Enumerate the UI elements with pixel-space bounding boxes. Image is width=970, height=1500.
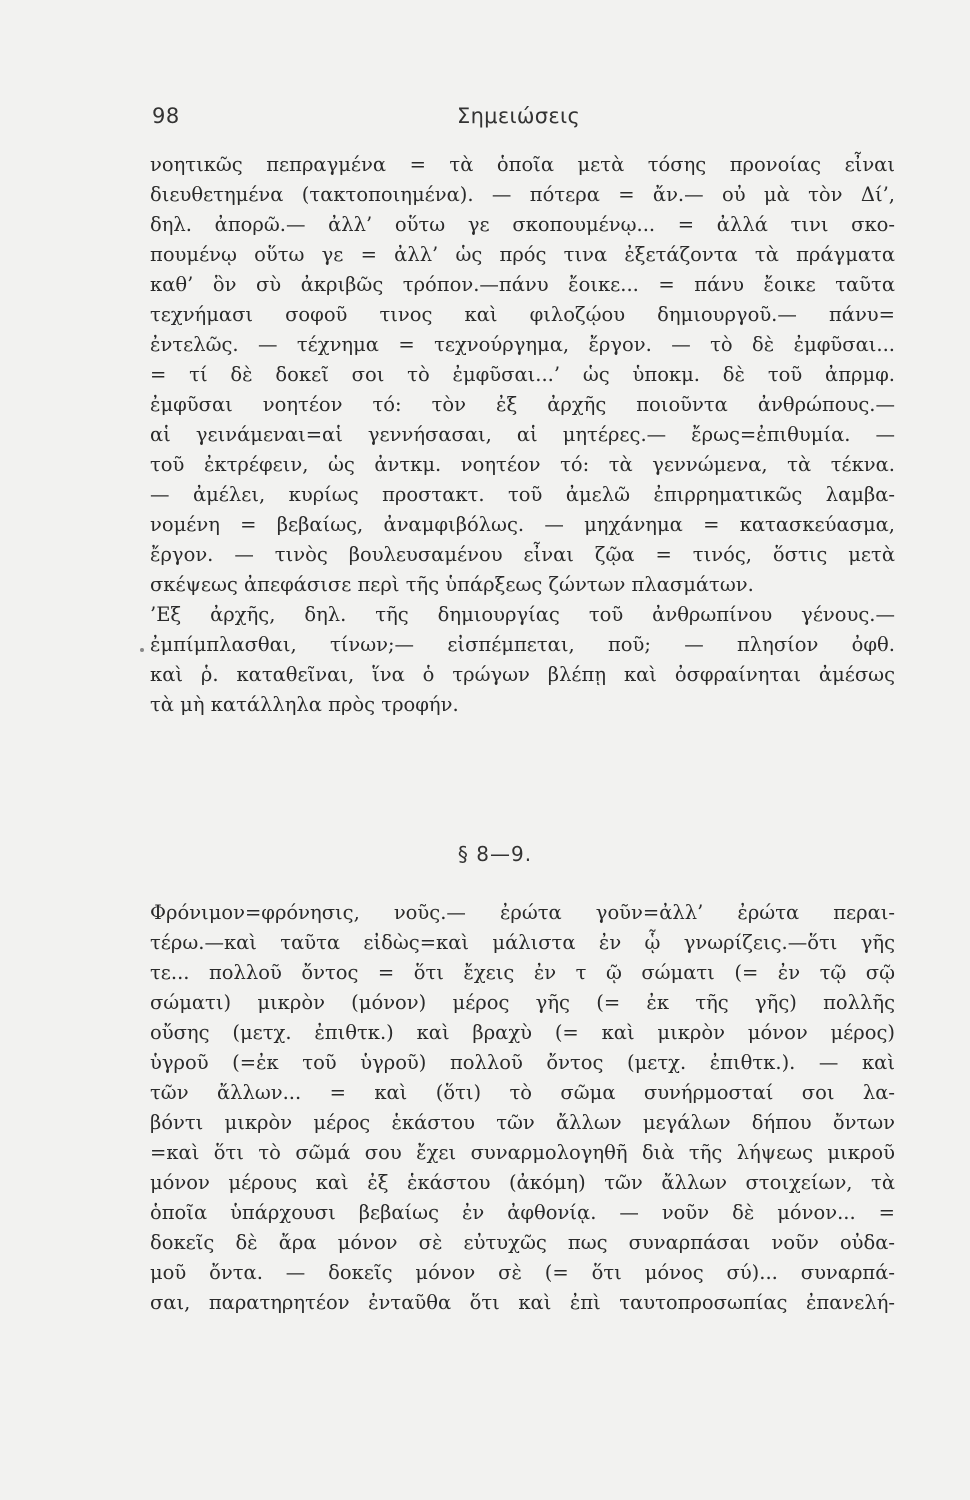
text-line: δοκεῖς δὲ ἄρα μόνον σὲ εὐτυχῶς πως συναρπάσαι νοῦν οὐδα-	[150, 1231, 895, 1254]
text-line: δηλ. ἀπορῶ.— ἀλλ’ οὕτω γε σκοπουμένῳ... = ἀλλά τινι σκο-	[150, 213, 895, 236]
text-line: Φρόνιμον=φρόνησις, νοῦς.— ἐρώτα γοῦν=ἀλλ’ ἐρώτα περαι-	[150, 901, 895, 924]
text-line: πουμένῳ οὕτω γε = ἀλλ’ ὡς πρός τινα ἐξετάζοντα τὰ πράγματα	[150, 243, 895, 266]
text-line: οὔσης (μετχ. ἐπιθτκ.) καὶ βραχὺ (= καὶ μικρὸν μόνον μέρος)	[150, 1021, 895, 1044]
text-line: — ἀμέλει, κυρίως προστακτ. τοῦ ἀμελῶ ἐπιρρηματικῶς λαμβα-	[150, 483, 895, 506]
text-line: ὁποῖα ὑπάρχουσι βεβαίως ἐν ἀφθονίᾳ. — νοῦν δὲ μόνον... =	[150, 1201, 895, 1224]
text-line: ἐμφῦσαι νοητέον τό: τὸν ἐξ ἀρχῆς ποιοῦντα ἀνθρώπους.—	[150, 393, 895, 416]
section-heading	[0, 842, 970, 866]
text-line: μοῦ ὄντα. — δοκεῖς μόνον σὲ (= ὅτι μόνος σύ)... συναρπά-	[150, 1261, 895, 1284]
text-line: =καὶ ὅτι τὸ σῶμά σου ἔχει συναρμολογηθῆ διὰ τῆς λήψεως μικροῦ	[150, 1141, 895, 1164]
text-line: νοητικῶς πεπραγμένα = τὰ ὁποῖα μετὰ τόσης προνοίας εἶναι	[150, 153, 895, 176]
text-line: ὑγροῦ (=ἐκ τοῦ ὑγροῦ) πολλοῦ ὄντος (μετχ. ἐπιθτκ.). — καὶ	[150, 1051, 895, 1074]
text-line: σώματι) μικρὸν (μόνον) μέρος γῆς (= ἐκ τῆς γῆς) πολλῆς	[150, 991, 895, 1014]
text-line: σκέψεως ἀπεφάσισε περὶ τῆς ὑπάρξεως ζώντων πλασμάτων.	[150, 573, 754, 596]
section-mark-text: § 8—9.	[457, 842, 533, 866]
text-line: ’Εξ ἀρχῆς, δηλ. τῆς δημιουργίας τοῦ ἀνθρωπίνου γένους.—	[150, 603, 895, 626]
page-number: 98	[152, 104, 180, 128]
text-line: = τί δὲ δοκεῖ σοι τὸ ἐμφῦσαι...’ ὡς ὑποκμ. δὲ τοῦ ἀπρμφ.	[150, 363, 895, 386]
text-line: ἔργον. — τινὸς βουλευσαμένου εἶναι ζῷα = τινός, ὅστις μετὰ	[150, 543, 895, 566]
text-line: διευθετημένα (τακτοποιημένα). — πότερα = ἄν.— οὐ μὰ τὸν Δί’,	[150, 183, 895, 206]
text-line: καθ’ ὃν σὺ ἀκριβῶς τρόπον.—πάνυ ἔοικε... = πάνυ ἔοικε ταῦτα	[150, 273, 895, 296]
text-line: τεχνήμασι σοφοῦ τινος καὶ φιλοζῴου δημιουργοῦ.— πάνυ=	[150, 303, 895, 326]
text-line: βόντι μικρὸν μέρος ἑκάστου τῶν ἄλλων μεγάλων δήπου ὄντων	[150, 1111, 895, 1134]
text-line: καὶ ῥ. καταθεῖναι, ἵνα ὁ τρώγων βλέπῃ καὶ ὀσφραίνηται ἀμέσως	[150, 663, 895, 686]
text-line: σαι, παρατηρητέον ἐνταῦθα ὅτι καὶ ἐπὶ ταυτοπροσωπίας ἐπανελή-	[150, 1291, 895, 1314]
page-header	[0, 104, 970, 144]
margin-dot	[140, 648, 144, 652]
text-line: ἐμπίμπλασθαι, τίνων;— εἰσπέμπεται, ποῦ; — πλησίον ὀφθ.	[150, 633, 895, 656]
text-line: τὰ μὴ κατάλληλα πρὸς τροφήν.	[150, 693, 459, 716]
text-line: αἱ γεινάμεναι=αἱ γεννήσασαι, αἱ μητέρες.— ἔρως=ἐπιθυμία. —	[150, 423, 895, 446]
running-head: Σημειώσεις	[457, 104, 581, 128]
text-line: μόνον μέρους καὶ ἐξ ἑκάστου (ἀκόμη) τῶν ἄλλων στοιχείων, τὰ	[150, 1171, 895, 1194]
text-line: νομένη = βεβαίως, ἀναμφιβόλως. — μηχάνημα = κατασκεύασμα,	[150, 513, 895, 536]
text-line: τέρω.—καὶ ταῦτα εἰδὼς=καὶ μάλιστα ἐν ᾧ γνωρίζεις.—ὅτι γῆς	[150, 931, 895, 954]
text-line: τε... πολλοῦ ὄντος = ὅτι ἔχεις ἐν τ ῷ σώματι (= ἐν τῷ σῷ	[150, 961, 895, 984]
text-line: ἐντελῶς. — τέχνημα = τεχνούργημα, ἔργον. — τὸ δὲ ἐμφῦσαι...	[150, 333, 895, 356]
text-line: τῶν ἄλλων... = καὶ (ὅτι) τὸ σῶμα συνήρμοσταί σοι λα-	[150, 1081, 895, 1104]
text-line: τοῦ ἐκτρέφειν, ὡς ἀντκμ. νοητέον τό: τὰ γεννώμενα, τὰ τέκνα.	[150, 453, 895, 476]
